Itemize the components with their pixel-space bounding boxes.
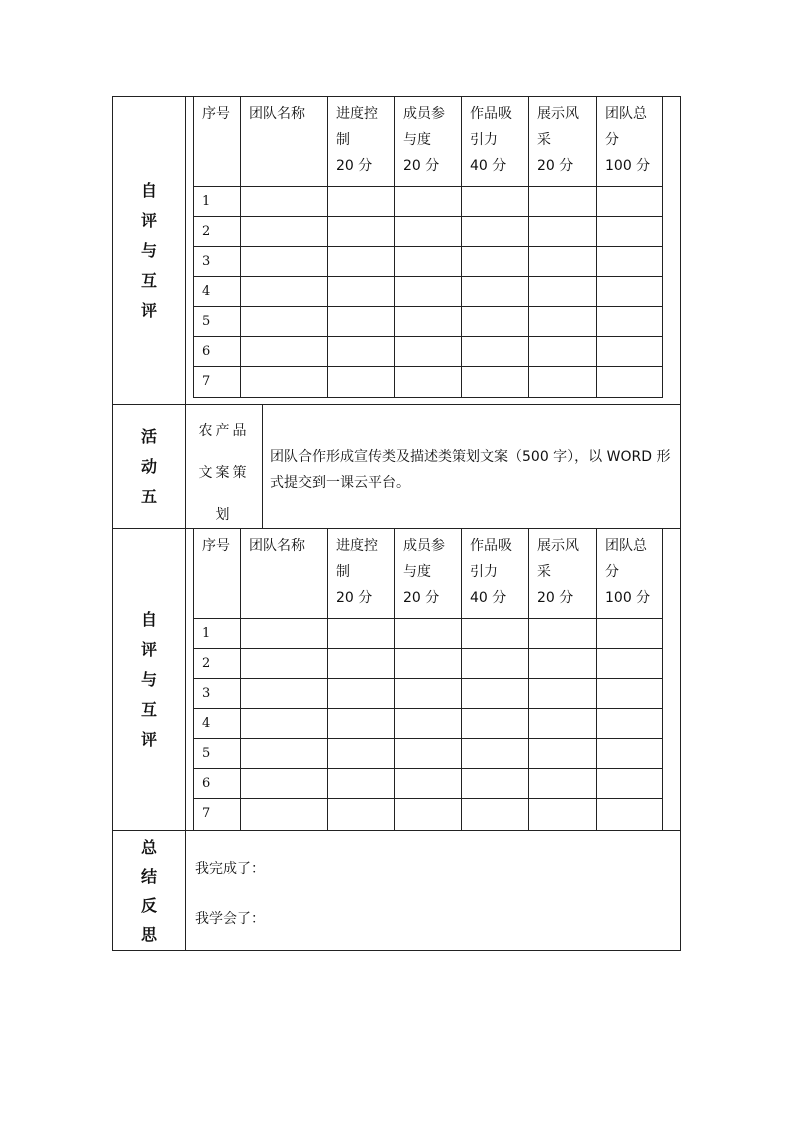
table2-row-number: 7 [202,806,211,821]
table1-row-number: 6 [202,344,211,359]
table2-rule [193,708,663,709]
table1-rule [193,216,663,217]
table2-header-participation: 成员参 与度 20 分 [403,538,445,606]
summary-completed: 我完成了： [195,861,265,877]
table1-rule [193,276,663,277]
table2-header-progress: 进度控 制 20 分 [336,538,378,606]
table2-row-number: 2 [202,656,211,671]
table2-rule [193,648,663,649]
table1-rule [193,246,663,247]
frame-bottom [112,950,681,951]
table1-row-number: 3 [202,254,211,269]
table1-header-seq: 序号 [202,106,230,122]
frame-divider-1 [112,404,681,405]
table2-header-attractiveness: 作品吸 引力 40 分 [470,538,512,606]
table1-header-presentation: 展示风 采 20 分 [537,106,579,174]
table1-row-number: 2 [202,224,211,239]
eval-label-1: 自 评 与 互 评 [140,180,157,320]
frame-divider-3 [112,830,681,831]
table1-header-progress: 进度控 制 20 分 [336,106,378,174]
table1-header-participation: 成员参 与度 20 分 [403,106,445,174]
table2-header-rule [193,618,663,619]
table2-col [662,529,663,830]
activity5-description: 团队合作形成宣传类及描述类策划文案（500 字），以 WORD 形式提交到一课云平台。 [270,449,671,491]
table2-header-presentation: 展示风 采 20 分 [537,538,579,606]
table1-header-total: 团队总 分 100 分 [605,106,651,174]
table2-rule [193,798,663,799]
table2-row-number: 5 [202,746,211,761]
table2-header-team-name: 团队名称 [249,538,305,554]
table1-col [662,97,663,397]
table1-rule [193,306,663,307]
table2-header-seq: 序号 [202,538,230,554]
table1-header-rule [193,186,663,187]
summary-label: 总 结 反 思 [140,837,157,944]
summary-learned: 我学会了： [195,911,265,927]
table2-row-number: 4 [202,716,211,731]
table1-header-team-name: 团队名称 [249,106,305,122]
table2-row-number: 3 [202,686,211,701]
table1-rule [193,336,663,337]
activity5-divider [262,405,263,528]
activity5-label: 活 动 五 [140,426,157,506]
table2-row-number: 6 [202,776,211,791]
table2-rule [193,738,663,739]
table2-header-total: 团队总 分 100 分 [605,538,651,606]
table1-bottom [193,397,663,398]
table1-row-number: 5 [202,314,211,329]
table1-row-number: 1 [202,194,211,209]
eval-label-2: 自 评 与 互 评 [140,609,157,749]
table1-row-number: 4 [202,284,211,299]
frame-right [680,96,681,951]
table2-rule [193,678,663,679]
table1-header-attractiveness: 作品吸 引力 40 分 [470,106,512,174]
table1-rule [193,366,663,367]
table2-rule [193,768,663,769]
activity5-task-name: 农产品 文案策 划 [198,423,250,523]
table1-row-number: 7 [202,374,211,389]
table2-row-number: 1 [202,626,211,641]
